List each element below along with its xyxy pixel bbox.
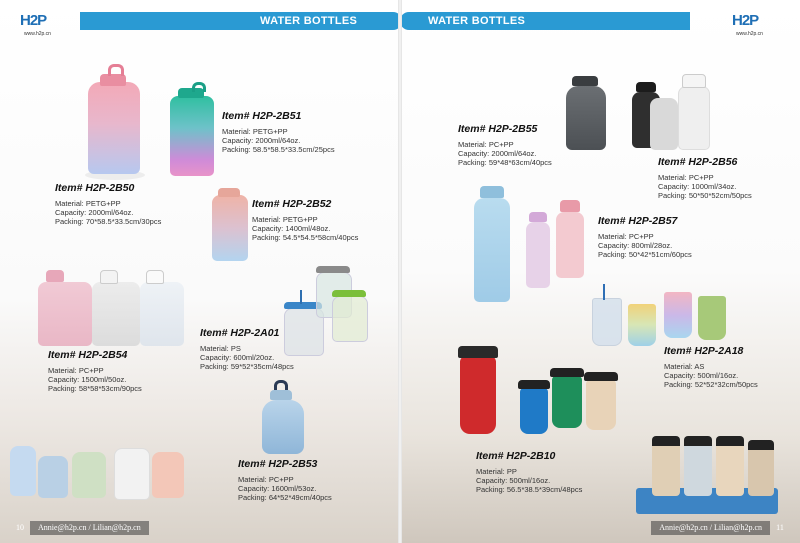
- item-capacity: Capacity: 1500ml/50oz.: [48, 375, 127, 384]
- item-2a18: [664, 345, 758, 389]
- item-code: H2P-2B54: [78, 349, 128, 361]
- item-code: H2P-2B50: [85, 182, 135, 194]
- item-material: Material: PETG+PP: [55, 199, 121, 208]
- page-number-right: 11: [776, 523, 784, 532]
- item-prefix: Item#: [200, 327, 228, 339]
- item-2b53: [238, 458, 332, 502]
- item-2b57: [598, 215, 692, 259]
- item-capacity: Capacity: 500ml/16oz.: [664, 371, 739, 380]
- footer-contact-right: Annie@h2p.cn / Lilian@h2p.cn: [651, 521, 770, 535]
- item-material: Material: PETG+PP: [222, 127, 288, 136]
- item-material: Material: PC+PP: [658, 173, 714, 182]
- item-capacity: Capacity: 500ml/16oz.: [476, 476, 551, 485]
- item-2b51: [222, 110, 335, 154]
- item-code: H2P-2B10: [506, 450, 556, 462]
- item-prefix: Item#: [252, 198, 280, 210]
- item-capacity: Capacity: 600ml/20oz.: [200, 353, 275, 362]
- item-2b56: [658, 156, 752, 200]
- item-capacity: Capacity: 1600ml/53oz.: [238, 484, 317, 493]
- item-2b55: [458, 123, 552, 167]
- item-capacity: Capacity: 2000ml/64oz.: [458, 149, 537, 158]
- logo-url: www.h2p.cn: [736, 31, 763, 37]
- logo: [20, 12, 72, 37]
- page-spine: [398, 0, 402, 543]
- item-code: H2P-2B52: [282, 198, 332, 210]
- item-packing: Packing: 50*50*52cm/50pcs: [658, 191, 752, 200]
- item-packing: Packing: 59*48*63cm/40pcs: [458, 158, 552, 167]
- footer-contact-left: Annie@h2p.cn / Lilian@h2p.cn: [30, 521, 149, 535]
- item-material: Material: PS: [200, 344, 241, 353]
- item-2b54: [48, 349, 142, 393]
- item-code: H2P-2B55: [488, 123, 538, 135]
- item-packing: Packing: 56.5*38.5*39cm/48pcs: [476, 485, 583, 494]
- item-2b10: [476, 450, 582, 494]
- item-prefix: Item#: [48, 349, 76, 361]
- section-title-left: WATER BOTTLES: [260, 15, 358, 27]
- item-material: Material: AS: [664, 362, 705, 371]
- item-packing: Packing: 70*58.5*33.5cm/30pcs: [55, 217, 162, 226]
- item-packing: Packing: 58*58*53cm/90pcs: [48, 384, 142, 393]
- item-material: Material: PP: [476, 467, 517, 476]
- right-page: [400, 0, 800, 543]
- item-packing: Packing: 54.5*54.5*58cm/40pcs: [252, 233, 359, 242]
- banner-right: [400, 12, 690, 30]
- logo-url: www.h2p.cn: [24, 31, 51, 37]
- item-packing: Packing: 58.5*58.5*33.5cm/25pcs: [222, 145, 335, 154]
- item-packing: Packing: 50*42*51cm/60pcs: [598, 250, 692, 259]
- logo-mark: H2P: [732, 12, 759, 29]
- item-code: H2P-2B57: [628, 215, 678, 227]
- footer-left: [12, 521, 149, 535]
- item-prefix: Item#: [55, 182, 83, 194]
- item-packing: Packing: 52*52*32cm/50pcs: [664, 380, 758, 389]
- item-code: H2P-2A18: [694, 345, 744, 357]
- item-material: Material: PC+PP: [48, 366, 104, 375]
- item-2b52: [252, 198, 358, 242]
- item-capacity: Capacity: 2000ml/64oz.: [55, 208, 134, 217]
- item-prefix: Item#: [458, 123, 486, 135]
- item-prefix: Item#: [598, 215, 626, 227]
- item-packing: Packing: 64*52*49cm/40pcs: [238, 493, 332, 502]
- item-material: Material: PC+PP: [598, 232, 654, 241]
- item-material: Material: PC+PP: [458, 140, 514, 149]
- item-capacity: Capacity: 2000ml/64oz.: [222, 136, 301, 145]
- item-2b50: [55, 182, 161, 226]
- item-material: Material: PC+PP: [238, 475, 294, 484]
- item-capacity: Capacity: 1400ml/48oz.: [252, 224, 331, 233]
- item-code: H2P-2B56: [688, 156, 738, 168]
- item-prefix: Item#: [222, 110, 250, 122]
- item-packing: Packing: 59*52*35cm/48pcs: [200, 362, 294, 371]
- item-code: H2P-2B53: [268, 458, 318, 470]
- footer-right: [651, 521, 788, 535]
- logo-mark: H2P: [20, 12, 47, 29]
- item-capacity: Capacity: 800ml/28oz.: [598, 241, 673, 250]
- item-prefix: Item#: [476, 450, 504, 462]
- item-code: H2P-2A01: [230, 327, 280, 339]
- item-prefix: Item#: [658, 156, 686, 168]
- item-prefix: Item#: [664, 345, 692, 357]
- logo: [732, 12, 784, 37]
- section-title-right: WATER BOTTLES: [428, 15, 526, 27]
- item-material: Material: PETG+PP: [252, 215, 318, 224]
- banner-left: [80, 12, 400, 30]
- item-capacity: Capacity: 1000ml/34oz.: [658, 182, 737, 191]
- item-code: H2P-2B51: [252, 110, 302, 122]
- item-prefix: Item#: [238, 458, 266, 470]
- item-2a01: [200, 327, 294, 371]
- page-number-left: 10: [16, 523, 24, 532]
